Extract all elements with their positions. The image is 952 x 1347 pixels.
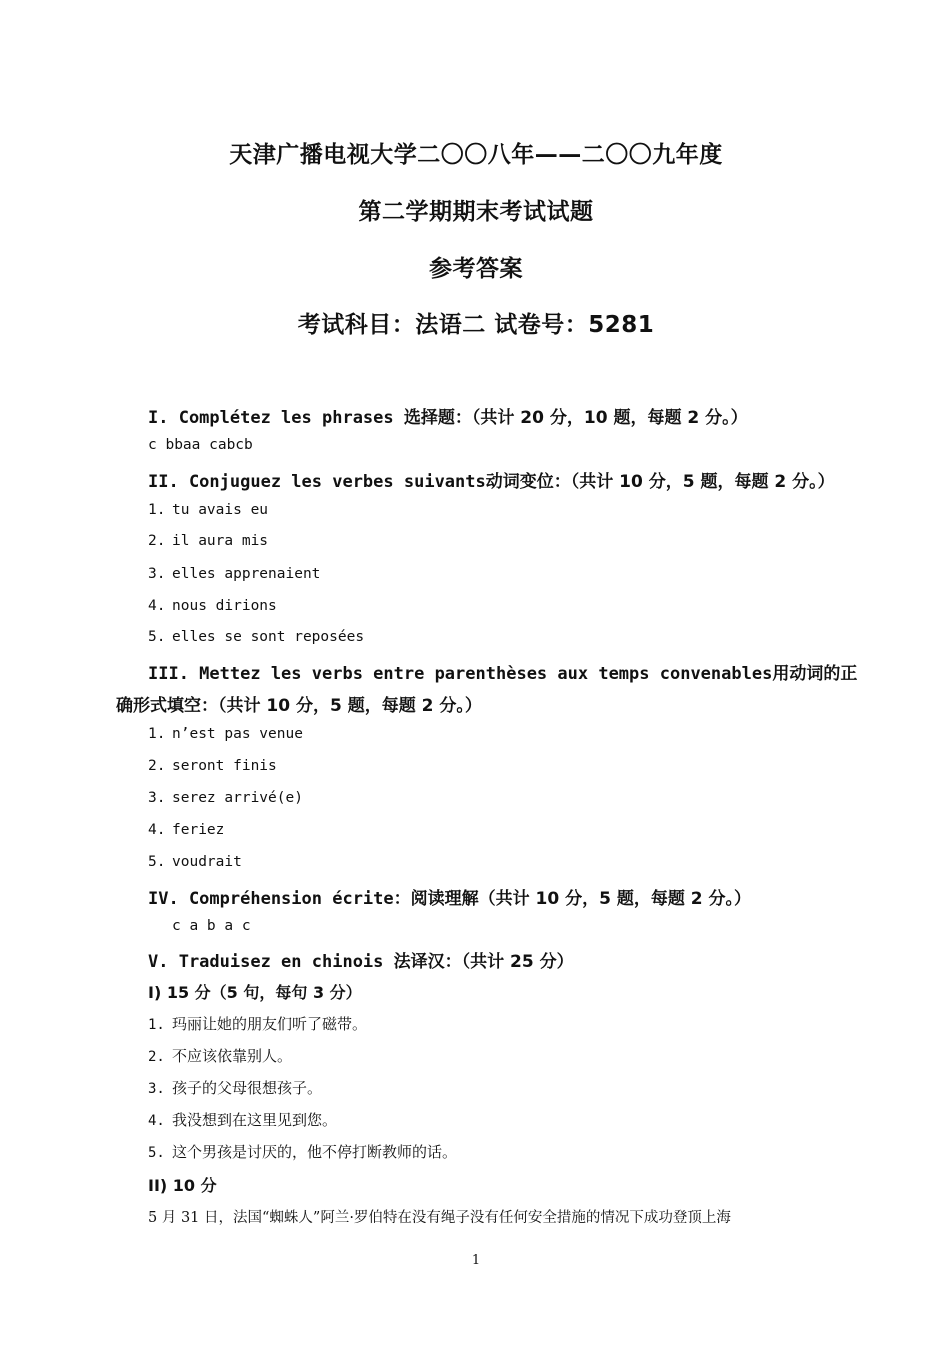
section-3-title-zh: 用动词的正 [772,664,858,684]
item-number: 4. [148,1113,165,1129]
item-number: 4. [148,822,166,838]
item-text: nous dirions [172,598,277,614]
section-5-item-5 [148,1141,457,1162]
section-5-sub1-text: I) 15 分（5 句，每句 3 分） [148,983,362,1002]
section-2-title-fr: II. Conjuguez les verbes suivants [148,472,486,492]
section-3-title-zh-cont: 确形式填空：（共计 10 分，5 题，每题 2 分。） [116,696,482,716]
section-1-heading [148,403,748,428]
section-2-item-5 [148,629,364,645]
item-text: 玛丽让她的朋友们听了磁带。 [172,1015,368,1033]
section-5-sub2-text: II) 10 分 [148,1176,217,1195]
item-number: 5. [148,629,166,645]
item-text: il aura mis [172,533,269,549]
item-number: 2. [148,1049,165,1065]
page-number: 1 [471,1253,481,1268]
section-1-title-fr: I. Complétez les phrases [148,408,404,428]
section-5-item-2 [148,1045,292,1066]
section-4-title-zh: 阅读理解（共计 10 分，5 题，每题 2 分。） [410,889,752,909]
item-text: tu avais eu [172,502,269,518]
section-3-item-3 [148,790,303,806]
item-text: 孩子的父母很想孩子。 [172,1079,323,1097]
section-2-item-4 [148,598,277,614]
section-2-item-1 [148,502,268,518]
item-text: 这个男孩是讨厌的，他不停打断教师的话。 [172,1143,458,1161]
item-text: serez arrivé(e) [172,790,303,806]
section-5-paragraph: 5 月 31 日，法国“蜘蛛人”阿兰·罗伯特在没有绳子没有任何安全措施的情况下成功登顶上海 [148,1210,731,1226]
item-text: feriez [172,822,225,838]
section-5-item-3 [148,1077,322,1098]
section-4-title-fr: IV. Compréhension écrite： [148,889,411,909]
item-number: 1. [148,502,166,518]
title-line-1: 天津广播电视大学二〇〇八年——二〇〇九年度 [229,142,723,168]
item-number: 1. [148,1017,165,1033]
section-4-answer: c a b a c [172,918,251,934]
section-3-title-fr: III. Mettez les verbs entre parenthèses aux temps convenables [148,664,773,684]
item-number: 2. [148,758,166,774]
item-text: seront finis [172,758,277,774]
item-text: 不应该依靠别人。 [172,1047,293,1065]
section-3-heading-cont [116,691,482,716]
section-3-item-4 [148,822,224,838]
section-5-item-1 [148,1013,367,1034]
item-number: 3. [148,790,166,806]
section-1-answer: c bbaa cabcb [148,437,253,453]
section-2-item-2 [148,533,268,549]
item-number: 5. [148,1145,165,1161]
section-5-title-zh: 法译汉：（共计 25 分） [393,952,574,972]
item-text: n’est pas venue [172,726,303,742]
item-number: 5. [148,854,166,870]
item-text: elles apprenaient [172,566,321,582]
section-4-heading [148,884,751,909]
section-5-subheading-1 [148,980,362,1003]
section-5-subheading-2 [148,1173,217,1196]
item-text: elles se sont reposées [172,629,365,645]
item-number: 1. [148,726,166,742]
title-line-3: 参考答案 [429,256,523,282]
title-line-4: 考试科目：法语二 试卷号：5281 [297,312,655,338]
section-5-item-4 [148,1109,337,1130]
item-text: voudrait [172,854,242,870]
section-5-title-fr: V. Traduisez en chinois [148,952,394,972]
section-3-item-1 [148,726,303,742]
section-3-item-2 [148,758,277,774]
section-5-heading [148,947,574,972]
section-1-title-zh: 选择题：（共计 20 分，10 题，每题 2 分。） [403,408,748,428]
section-3-item-5 [148,854,242,870]
section-3-heading [148,659,857,684]
section-2-item-3 [148,566,320,582]
item-number: 3. [148,1081,165,1097]
title-line-2: 第二学期期末考试试题 [358,199,594,225]
item-number: 3. [148,566,166,582]
item-number: 2. [148,533,166,549]
item-text: 我没想到在这里见到您。 [172,1111,338,1129]
section-2-heading [148,467,835,492]
section-2-title-zh: 动词变位：（共计 10 分，5 题，每题 2 分。） [485,472,835,492]
item-number: 4. [148,598,166,614]
